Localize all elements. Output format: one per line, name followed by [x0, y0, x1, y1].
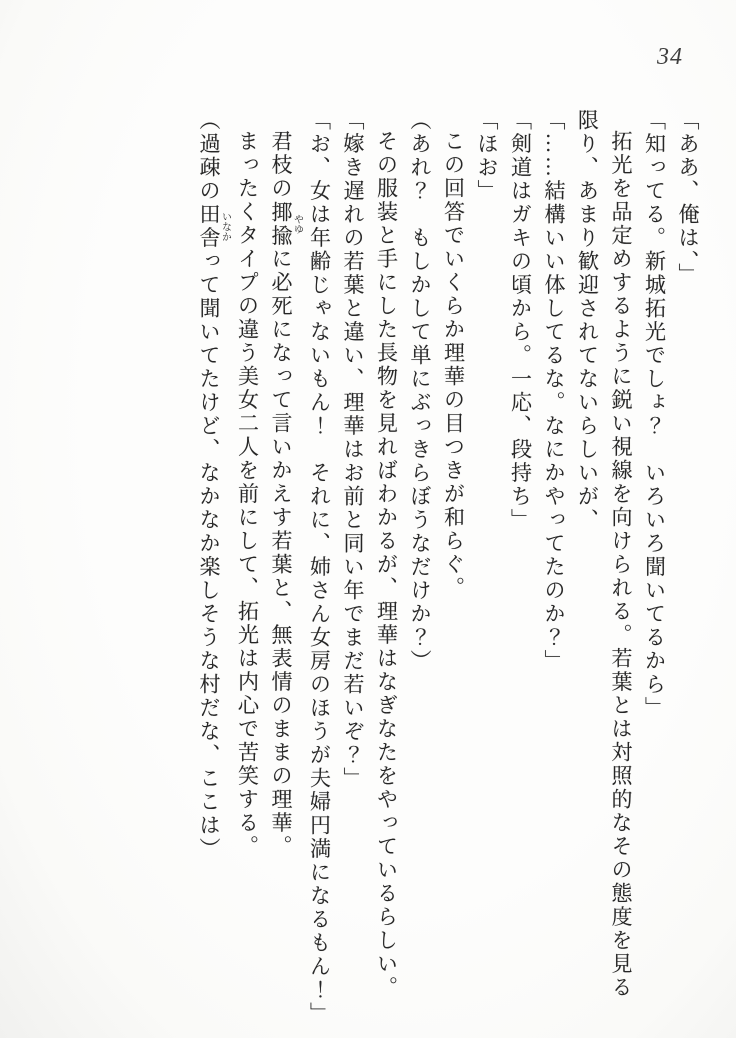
text-line-dialogue: 「嫁き遅れの若葉と違い、理華はお前と同い年でまだ若いぞ？」 [341, 109, 365, 791]
text-line-narration: 拓光を品定めするように鋭い視線を向けられる。若葉とは対照的なその態度を見る [609, 130, 633, 1000]
text-line-narration: その服装と手にした長物を見ればわかるが、理華はなぎなたをやっているらしい。 [374, 130, 399, 1000]
text-line-dialogue: 「ほお」 [475, 109, 499, 203]
page-number: 34 [657, 44, 683, 70]
text-line-dialogue: 「……結構いい体してるな。なにかやってたのか？」 [542, 109, 566, 673]
text-line-dialogue: 「知ってる。新城拓光でしょ？ いろいろ聞いてるから」 [642, 109, 667, 720]
text-line-dialogue: 「剣道はガキの頃から。一応、段持ち」 [508, 109, 533, 532]
text-line-dialogue: 「ああ、俺は、」 [676, 109, 700, 287]
text-line-thought: （過疎の田舎いなかって聞いてたけど、なかなか楽しそうな村だな、ここは） [197, 109, 231, 861]
text-line-narration: まったくタイプの違う美女二人を前にして、拓光は内心で苦笑する。 [235, 130, 260, 859]
furigana-ruby: 揶揄やゆ [269, 200, 303, 248]
text-line-thought: （あれ？ もしかして単にぶっきらぼうなだけか？） [408, 109, 432, 673]
furigana-ruby: 田舎いなか [197, 203, 231, 250]
text-line-narration: 君枝の揶揄やゆに必死になって言いかえす若葉と、無表情のままの理華。 [269, 130, 303, 859]
text-line-narration: 限り、あまり歓迎されてないらしいが、 [575, 109, 600, 532]
text-line-dialogue: 「お、女は年齢じゃないもん！ それに、姉さん女房のほうが夫婦円満になるもん！」 [307, 109, 332, 1026]
text-line-narration: この回答でいくらか理華の目つきが和らぐ。 [441, 130, 466, 600]
novel-text-block [192, 109, 705, 1031]
